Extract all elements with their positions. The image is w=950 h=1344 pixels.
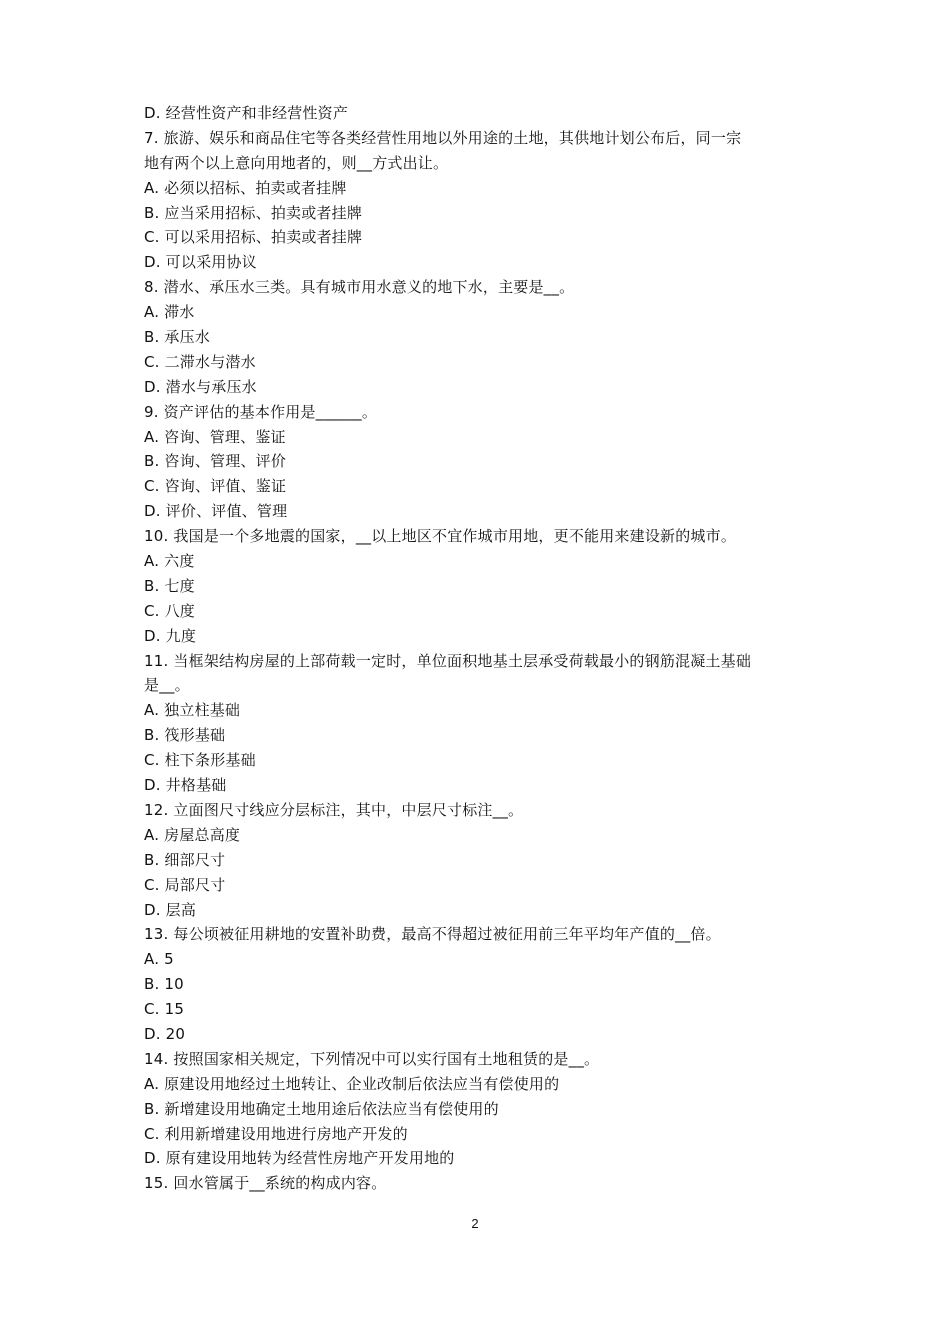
question-stem-8: 8. 潜水、承压水三类。具有城市用水意义的地下水，主要是__。 bbox=[144, 278, 575, 297]
option-line: C. 15 bbox=[144, 1000, 185, 1019]
option-line: D. 可以采用协议 bbox=[144, 253, 257, 272]
question-stem-10: 10. 我国是一个多地震的国家，__以上地区不宜作城市用地，更不能用来建设新的城市。 bbox=[144, 527, 737, 546]
option-line: D. 九度 bbox=[144, 626, 197, 645]
question-stem-15: 15. 回水管属于__系统的构成内容。 bbox=[144, 1174, 387, 1193]
option-line: B. 承压水 bbox=[144, 328, 211, 347]
question-stem-7: 7. 旅游、娱乐和商品住宅等各类经营性用地以外用途的土地，其供地计划公布后，同一宗 bbox=[144, 128, 742, 147]
option-line: A. 原建设用地经过土地转让、企业改制后依法应当有偿使用的 bbox=[144, 1074, 560, 1093]
question-stem-11-continued: 是__。 bbox=[144, 676, 190, 695]
question-stem-12: 12. 立面图尺寸线应分层标注，其中，中层尺寸标注__。 bbox=[144, 800, 524, 819]
option-line: D. 井格基础 bbox=[144, 776, 227, 795]
option-line: B. 细部尺寸 bbox=[144, 850, 226, 869]
option-line: A. 必须以招标、拍卖或者挂牌 bbox=[144, 178, 347, 197]
question-stem-13: 13. 每公顷被征用耕地的安置补助费，最高不得超过被征用前三年平均年产值的__倍。 bbox=[144, 925, 721, 944]
option-line: A. 5 bbox=[144, 950, 174, 969]
option-line: A. 房屋总高度 bbox=[144, 825, 241, 844]
option-line: D. 20 bbox=[144, 1024, 186, 1043]
option-line: C. 利用新增建设用地进行房地产开发的 bbox=[144, 1124, 408, 1143]
option-line: A. 滞水 bbox=[144, 303, 195, 322]
option-line: C. 局部尺寸 bbox=[144, 875, 226, 894]
page-number: 2 bbox=[471, 1216, 479, 1231]
question-stem-9: 9. 资产评估的基本作用是______。 bbox=[144, 402, 378, 421]
page-content bbox=[144, 101, 814, 1196]
option-line: C. 柱下条形基础 bbox=[144, 751, 256, 770]
option-line: C. 二滞水与潜水 bbox=[144, 352, 256, 371]
option-line: D. 潜水与承压水 bbox=[144, 377, 257, 396]
option-line: D. 经营性资产和非经营性资产 bbox=[144, 104, 349, 122]
option-line: A. 独立柱基础 bbox=[144, 701, 241, 720]
option-line: B. 七度 bbox=[144, 576, 195, 595]
option-line: C. 可以采用招标、拍卖或者挂牌 bbox=[144, 228, 363, 247]
option-line: A. 六度 bbox=[144, 552, 195, 571]
option-line: B. 10 bbox=[144, 975, 184, 994]
option-line: B. 新增建设用地确定土地用途后依法应当有偿使用的 bbox=[144, 1099, 499, 1118]
option-line: B. 筏形基础 bbox=[144, 726, 226, 745]
option-line: D. 层高 bbox=[144, 900, 197, 919]
option-line: A. 咨询、管理、鉴证 bbox=[144, 427, 286, 446]
question-stem-11: 11. 当框架结构房屋的上部荷载一定时，单位面积地基土层承受荷载最小的钢筋混凝土基础 bbox=[144, 651, 752, 670]
option-line: C. 八度 bbox=[144, 601, 196, 620]
option-line: C. 咨询、评值、鉴证 bbox=[144, 477, 287, 496]
option-line: B. 咨询、管理、评价 bbox=[144, 452, 287, 471]
question-stem-7-continued: 地有两个以上意向用地者的，则__方式出让。 bbox=[144, 153, 449, 172]
option-line: D. 评价、评值、管理 bbox=[144, 502, 288, 521]
question-stem-14: 14. 按照国家相关规定，下列情况中可以实行国有土地租赁的是__。 bbox=[144, 1049, 600, 1068]
option-line: B. 应当采用招标、拍卖或者挂牌 bbox=[144, 203, 363, 222]
option-line: D. 原有建设用地转为经营性房地产开发用地的 bbox=[144, 1149, 455, 1168]
